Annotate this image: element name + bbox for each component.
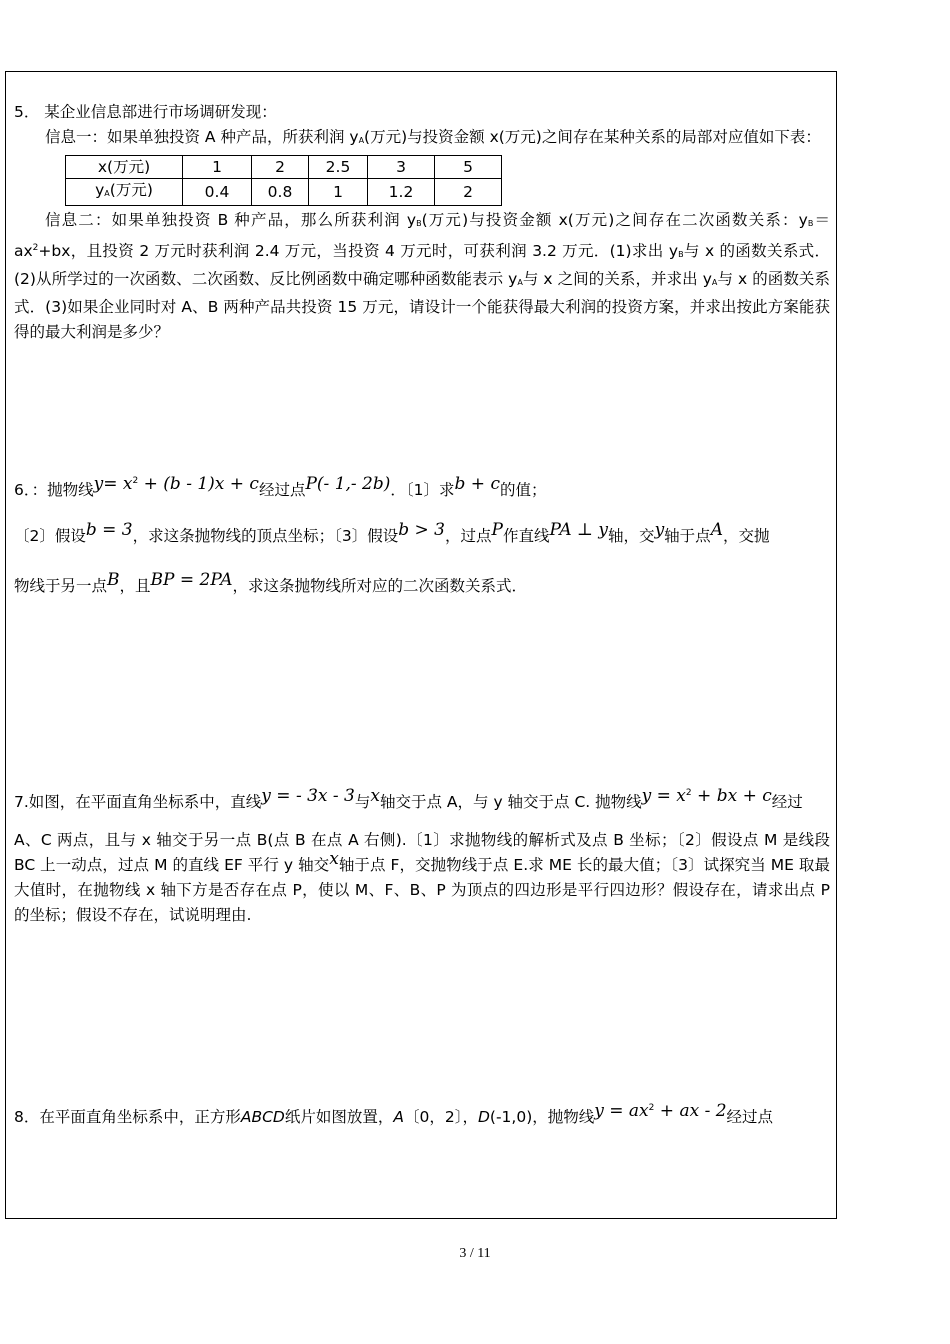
table-cell: 1 (183, 156, 252, 179)
table-cell: 1 (309, 179, 368, 206)
q5-info1: 信息一：如果单独投资 A 种产品，所获利润 yA(万元)与投资金额 x(万元)之间存在某种关系的局部对应值如下表： (45, 128, 821, 146)
q7-body: A、C 两点，且与 x 轴交于另一点 B(点 B 在点 A 右侧).〔1〕求抛物线的解析式及点 B 坐标；〔2〕假设点 M 是线段 BC 上一动点，过点 M 的直线 EF 平行 y 轴交x轴于点 F，交抛物线于点 E.求 ME 长的最大值；〔3〕试探究当 ME 取最大值时，在抛物线 x 轴下方是否存在点 P，使以 M、F、B、P 为顶点的四边形是平行四边形？假设存在，请求出点 P 的坐标；假设不存在，试说明理由. (14, 831, 830, 924)
q5-title: 5． 某企业信息部进行市场调研发现： (14, 103, 277, 121)
table-row (66, 156, 502, 179)
table-header-x: x(万元) (66, 156, 183, 179)
table-cell: 3 (368, 156, 435, 179)
page-frame (5, 71, 837, 1219)
answer-space (14, 600, 830, 785)
table-cell: 5 (435, 156, 502, 179)
table-cell: 2 (252, 156, 309, 179)
q5-table (65, 155, 502, 206)
answer-space (14, 928, 830, 1100)
table-cell: 0.8 (252, 179, 309, 206)
answer-space (14, 345, 830, 473)
table-cell: 2.5 (309, 156, 368, 179)
q6-line3: 物线于另一点B，且BP = 2PA，求这条抛物线所对应的二次函数关系式． (14, 570, 528, 595)
table-row (66, 179, 502, 206)
q8-line1: 8．在平面直角坐标系中，正方形ABCD纸片如图放置，A〔0，2〕，D(-1,0)，抛物线$y = ax^2$ + ax - 2经过点 (14, 1101, 774, 1126)
table-header-y: yA(万元) (66, 179, 183, 206)
q6-line1: 6．：抛物线$y= x^2 + (b - 1)x + c$经过点P(- 1,- 2b)．〔1〕求b + c的值； (14, 474, 547, 499)
q7-line1: 7.如图，在平面直角坐标系中，直线y = - 3x - 3与x轴交于点 A，与 y 轴交于点 C. 抛物线$y = x^2$ + bx + c经过 (14, 786, 803, 811)
page-number: 3 / 11 (459, 1246, 491, 1261)
table-cell: 2 (435, 179, 502, 206)
table-cell: 1.2 (368, 179, 435, 206)
q5-info2: 信息二：如果单独投资 B 种产品，那么所获利润 yB(万元)与投资金额 x(万元)之间存在二次函数关系：$yB=ax^2+bx$，且投资 2 万元时获利润 2.4 万元，当投资 4 万元时，可获利润 3.2 万元．(1)求出 yB与 x 的函数关系式．(2)从所学过的一次函数、二次函数、反比例函数中确定哪种函数能表示 yA与 x 之间的关系，并求出 yA与 x 的函数关系式．(3)如果企业同时对 A、B 两种产品共投资 15 万元，请设计一个能获得最大利润的投资方案，并求出按此方案能获得的最大利润是多少？ (14, 211, 831, 341)
page-content (14, 100, 830, 1131)
q6-line2: 〔2〕假设b = 3，求这条抛物线的顶点坐标；〔3〕假设b > 3，过点P作直线PA ⊥ y轴，交y轴于点A，交抛 (14, 520, 770, 545)
table-cell: 0.4 (183, 179, 252, 206)
